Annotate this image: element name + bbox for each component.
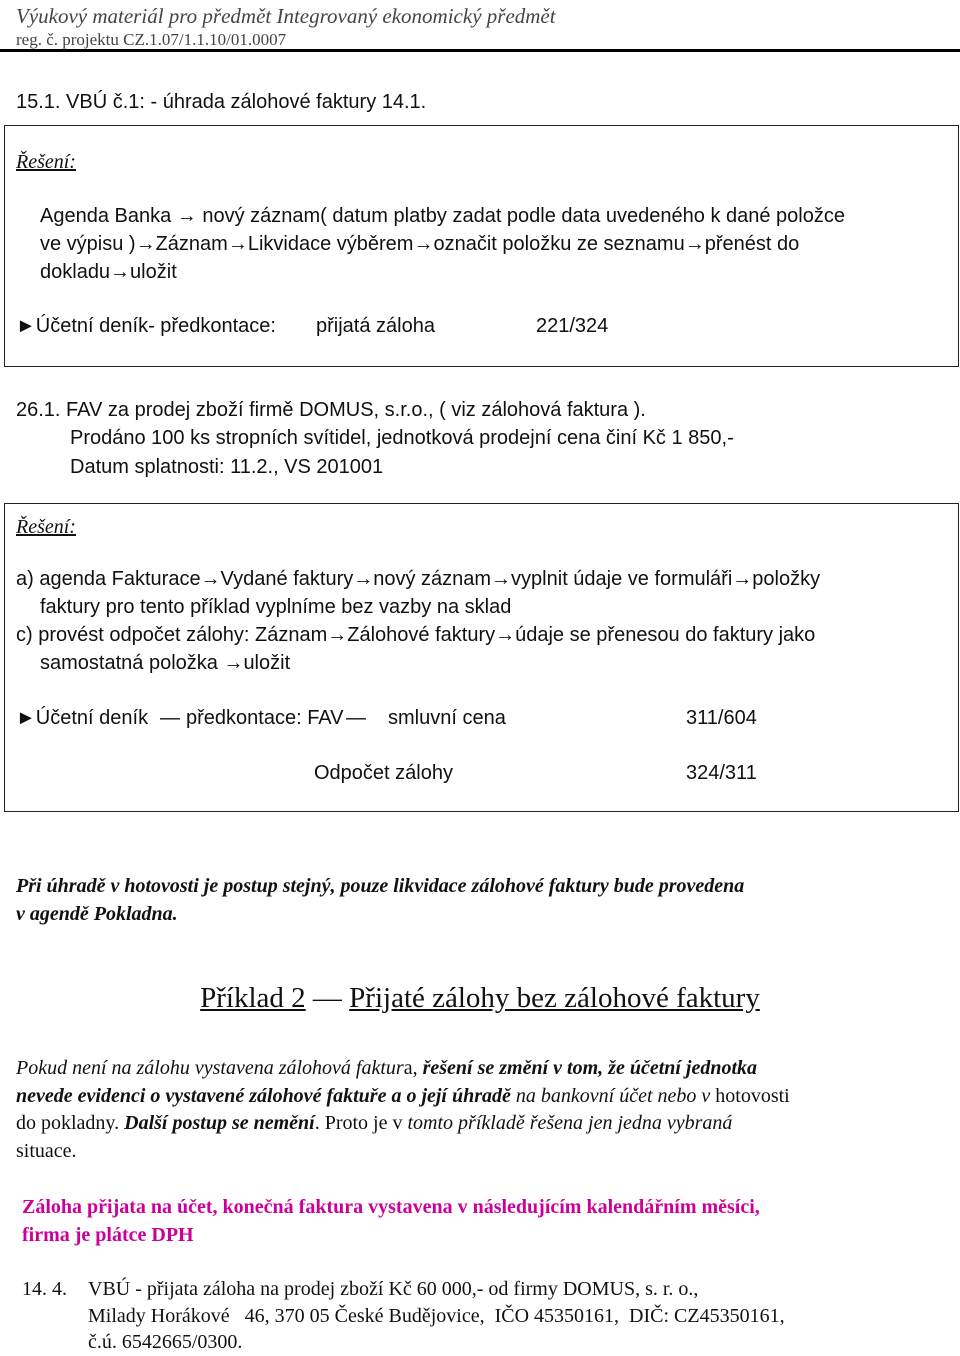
example2-title-dash: —	[312, 982, 342, 1014]
highlight-line: firma je plátce DPH	[22, 1224, 194, 1246]
journal-prefix-1: ►Účetní deník- předkontace:	[16, 315, 276, 337]
step-line: samostatná položka →uložit	[40, 652, 291, 674]
paragraph-line-4: situace.	[16, 1140, 77, 1162]
example2-title-text: Přijaté zálohy bez zálohové faktury	[349, 982, 760, 1014]
paragraph-line-3	[16, 1109, 732, 1137]
solution-label-2: Řešení:	[16, 516, 76, 538]
step-line: dokladu→uložit	[40, 261, 177, 283]
note-line: v agendě Pokladna.	[16, 903, 178, 925]
para-text: Další postup se nemění	[124, 1112, 315, 1134]
section1-heading: 15.1. VBÚ č.1: - úhrada zálohové faktury 14.1.	[16, 91, 427, 113]
journal-dash: —	[346, 707, 366, 729]
example-line: Datum splatnosti: 11.2., VS 201001	[70, 456, 384, 478]
document-header-title: Výukový materiál pro předmět Integrovaný ekonomický předmět	[16, 4, 556, 28]
step-line: faktury pro tento příklad vyplníme bez vazby na sklad	[40, 596, 512, 618]
para-text: Pokud není na zálohu vystavena zálohová faktur	[16, 1057, 404, 1079]
header-divider	[0, 49, 960, 52]
entry-line: Milady Horákové 46, 370 05 České Budějovice, IČO 45350161, DIČ: CZ45350161,	[88, 1305, 785, 1327]
note-line: Při úhradě v hotovosti je postup stejný, pouze likvidace zálohové faktury bude provedena	[16, 875, 745, 897]
solution-label-1: Řešení:	[16, 151, 76, 173]
paragraph-line-2	[16, 1082, 790, 1110]
journal-prefix-2: ►Účetní deník	[16, 707, 149, 729]
step-line: ve výpisu )→Záznam→Likvidace výběrem→označit položku ze seznamu→přenést do	[40, 233, 800, 255]
example2-title	[0, 978, 960, 1019]
para-text: . Proto je v	[314, 1112, 408, 1134]
para-text: řešení se změní v tom, že účetní jednotka	[422, 1057, 758, 1079]
para-text: nevede evidenci o vystavené zálohové faktuře a o její úhradě	[16, 1085, 511, 1107]
para-text: a,	[403, 1057, 423, 1079]
step-line: c) provést odpočet zálohy: Záznam→Zálohové faktury→údaje se přenesou do faktury jako	[16, 624, 816, 646]
example2-title-number: Příklad 2	[200, 982, 306, 1014]
paragraph-line-1	[16, 1054, 757, 1082]
highlight-line: Záloha přijata na účet, konečná faktura vystavena v následujícím kalendářním měsíci,	[22, 1196, 760, 1218]
journal-code-1: 221/324	[536, 315, 609, 337]
para-text: do pokladny.	[16, 1112, 125, 1134]
journal-label-odpocet: Odpočet zálohy	[314, 762, 453, 784]
entry-line: VBÚ - přijata záloha na prodej zboží Kč 60 000,- od firmy DOMUS, s. r. o.,	[88, 1278, 699, 1300]
para-text: na bankovní účet nebo v	[510, 1085, 716, 1107]
example-line: 26.1. FAV za prodej zboží firmě DOMUS, s.r.o., ( viz zálohová faktura ).	[16, 399, 646, 421]
step-line: Agenda Banka → nový záznam( datum platby zadat podle data uvedeného k dané položce	[40, 205, 845, 227]
journal-label-1: přijatá záloha	[316, 315, 435, 337]
journal-predkontace: předkontace: FAV	[186, 707, 344, 729]
journal-label-smluvni-cena: smluvní cena	[388, 707, 506, 729]
para-text: tomto příkladě řešena jen jedna vybraná	[407, 1112, 733, 1134]
document-header-registration: reg. č. projektu CZ.1.07/1.1.10/01.0007	[16, 30, 287, 49]
entry-line: č.ú. 6542665/0300.	[88, 1331, 243, 1353]
step-line: a) agenda Fakturace→Vydané faktury→nový záznam→vyplnit údaje ve formuláři→položky	[16, 568, 821, 590]
entry-date: 14. 4.	[22, 1278, 67, 1300]
para-text: hotovosti	[715, 1085, 790, 1107]
journal-dash: —	[160, 707, 180, 729]
journal-code-311-604: 311/604	[686, 707, 757, 729]
example-line: Prodáno 100 ks stropních svítidel, jednotková prodejní cena činí Kč 1 850,-	[70, 427, 734, 449]
journal-code-324-311: 324/311	[686, 762, 757, 784]
